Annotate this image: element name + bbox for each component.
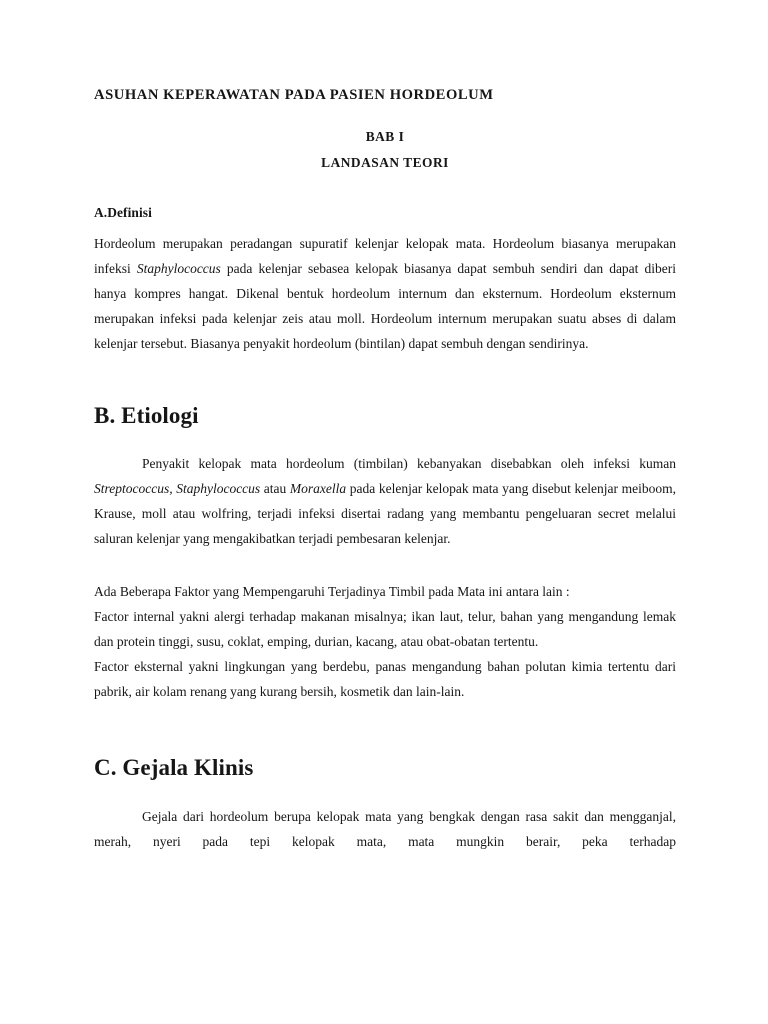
definisi-italic-staphylococcus: Staphylococcus [136,260,221,276]
definisi-text-part1: Hordeolum merupakan peradangan supuratif kelenjar kelopak mata. Hordeolum biasanya merupakan infeksi [94,235,676,276]
etiologi-text-part1: Penyakit kelopak mata hordeolum (timbilan) kebanyakan disebabkan oleh infeksi kuman [142,456,676,472]
section-heading-etiologi: B. Etiologi [94,402,199,428]
chapter-subtitle: LANDASAN TEORI [321,155,449,171]
faktor-intro-line: Ada Beberapa Faktor yang Mempengaruhi Terjadinya Timbil pada Mata ini antara lain : [94,584,570,600]
etiologi-text-part2: atau [260,481,290,497]
etiologi-italic-moraxella: Moraxella [289,481,347,497]
page-content [94,84,676,879]
etiologi-text-part3: pada kelenjar kelopak mata yang disebut kelenjar meiboom, Krause, moll atau wolfring, terjadi infeksi disertai radang yang membantu pengeluaran secret melalui saluran kelenjar yang mengakibatkan terjadi pembesaran kelenjar. [94,481,676,547]
document-title: ASUHAN KEPERAWATAN PADA PASIEN HORDEOLUM [94,87,494,103]
paragraph-gejala-klinis: Gejala dari hordeolum berupa kelopak mata yang bengkak dengan rasa sakit dan mengganjal, merah, nyeri pada tepi kelopak mata, mata mungkin berair, peka terhadap [94,808,676,849]
paragraph-definisi [94,231,676,356]
definisi-text-part2: pada kelenjar sebasea kelopak biasanya dapat sembuh sendiri dan dapat diberi hanya kompres hangat. Dikenal bentuk hordeolum internum dan eksternum. Hordeolum eksternum merupakan infeksi pada kelenjar zeis atau moll. Hordeolum internum merupakan suatu abses di dalam kelenjar tersebut. Biasanya penyakit hordeolum (bintilan) dapat sembuh dengan sendirinya. [94,260,676,351]
faktor-eksternal-text: Factor eksternal yakni lingkungan yang berdebu, panas mengandung bahan polutan kimia tertentu dari pabrik, air kolam renang yang kurang bersih, kosmetik dan lain-lain. [94,659,676,700]
section-label-definisi: A.Definisi [94,205,152,221]
etiologi-italic-streptococcus-staphylococcus: Streptococcus, Staphylococcus [94,481,261,497]
section-heading-gejala-klinis: C. Gejala Klinis [94,755,254,781]
chapter-number: BAB I [365,128,405,144]
paragraph-etiologi [94,451,676,551]
faktor-internal-text: Factor internal yakni alergi terhadap makanan misalnya; ikan laut, telur, bahan yang mengandung lemak dan protein tinggi, susu, coklat, emping, durian, kacang, atau obat-obatan tertentu. [94,609,676,650]
faktor-block [94,579,676,704]
